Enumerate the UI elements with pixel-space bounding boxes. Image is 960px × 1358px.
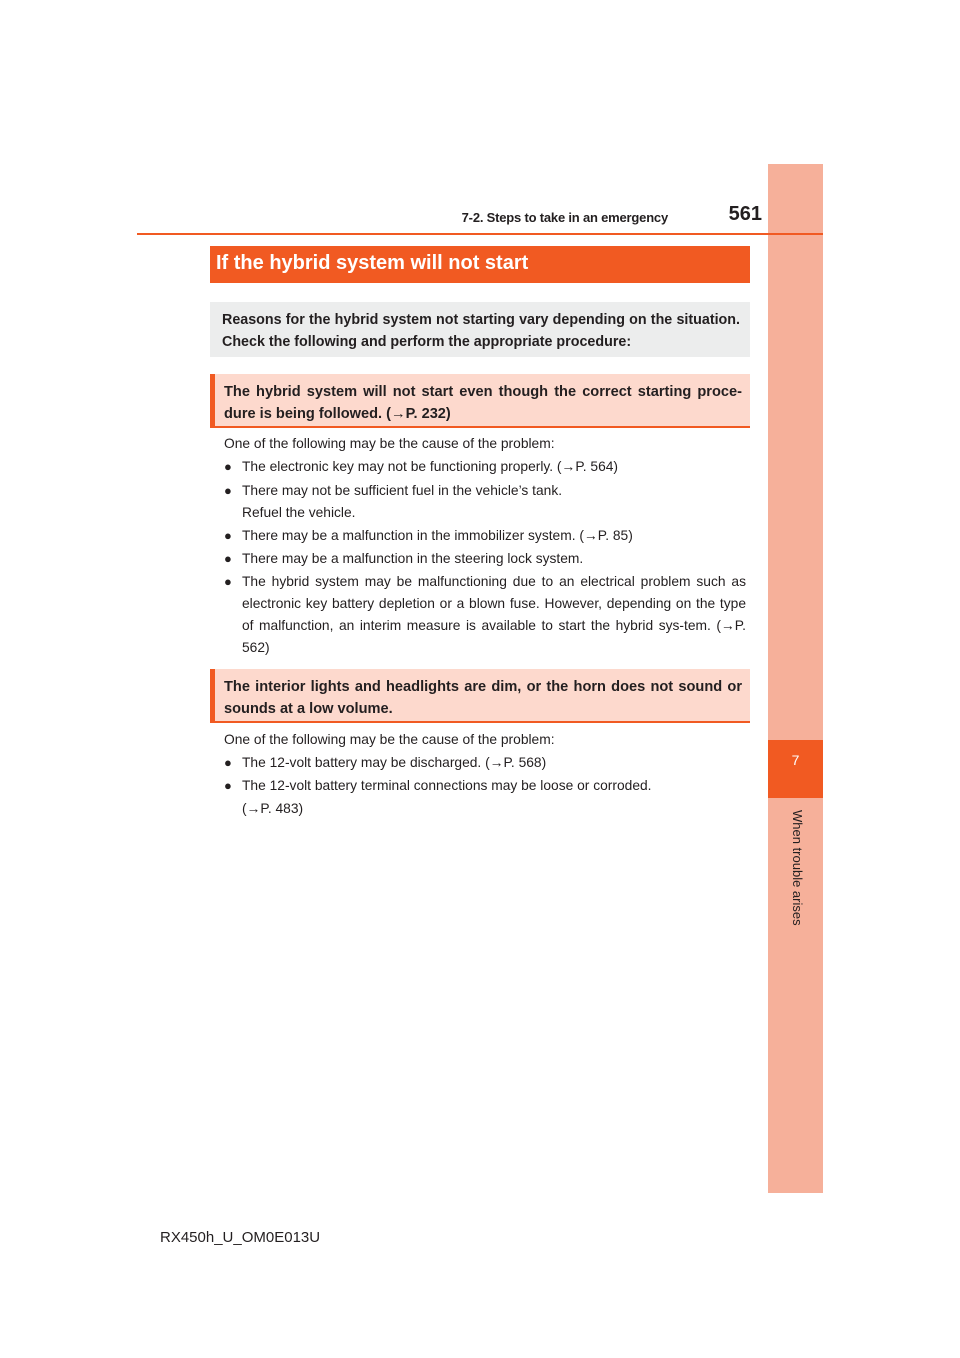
page-title: If the hybrid system will not start	[210, 246, 750, 283]
bullet-icon: ●	[224, 551, 232, 566]
section1-lead: One of the following may be the cause of the problem:	[224, 436, 555, 451]
bullet-icon: ●	[224, 528, 232, 543]
list-item-text: The hybrid system may be malfunctioning due to an electrical problem such as electronic key battery depletion or a blown fuse. However, depending on the type of malfunction, an interim measure is available to start the hybrid sys-tem. (→P. 562)	[242, 574, 746, 655]
side-tab-strip	[768, 164, 823, 1193]
bullet-icon: ●	[224, 755, 232, 770]
page-number: 561	[728, 203, 762, 225]
section1-heading: The hybrid system will not start even though the correct starting proce-dure is being followed. (→P. 232)	[210, 374, 750, 428]
list-item-text: There may be a malfunction in the steering lock system.	[242, 551, 584, 566]
list-item	[224, 548, 746, 570]
list-item-text: Refuel the vehicle.	[242, 505, 356, 520]
list-item-text: There may not be sufficient fuel in the vehicle’s tank.	[242, 483, 563, 498]
header-rule	[137, 233, 823, 235]
list-item-continuation	[224, 502, 746, 524]
list-item-continuation	[224, 798, 746, 820]
footer-doc-code: RX450h_U_OM0E013U	[160, 1229, 321, 1246]
list-item-text: (→P. 483)	[242, 801, 304, 816]
chapter-title: When trouble arises	[790, 810, 805, 926]
bullet-icon: ●	[224, 778, 232, 793]
section-header: 7-2. Steps to take in an emergency	[461, 210, 668, 225]
list-item	[224, 571, 746, 659]
list-item-text: The electronic key may not be functioning properly. (→P. 564)	[242, 459, 619, 474]
list-item	[224, 480, 746, 502]
section2-heading: The interior lights and headlights are dim, or the horn does not sound or sounds at a low volume.	[210, 669, 750, 723]
bullet-icon: ●	[224, 483, 232, 498]
bullet-icon: ●	[224, 574, 232, 589]
list-item	[224, 752, 746, 774]
intro-box: Reasons for the hybrid system not starting vary depending on the situation. Check the following and perform the appropriate procedure:	[210, 302, 750, 357]
list-item	[224, 456, 746, 478]
section2-lead: One of the following may be the cause of the problem:	[224, 732, 555, 747]
list-item	[224, 775, 746, 797]
bullet-icon: ●	[224, 459, 232, 474]
list-item-text: The 12-volt battery may be discharged. (→P. 568)	[242, 755, 547, 770]
chapter-tab	[768, 740, 823, 798]
chapter-number: 7	[791, 752, 800, 768]
list-item-text: The 12-volt battery terminal connections may be loose or corroded.	[242, 778, 652, 793]
list-item-text: There may be a malfunction in the immobilizer system. (→P. 85)	[242, 528, 633, 543]
list-item	[224, 525, 746, 547]
